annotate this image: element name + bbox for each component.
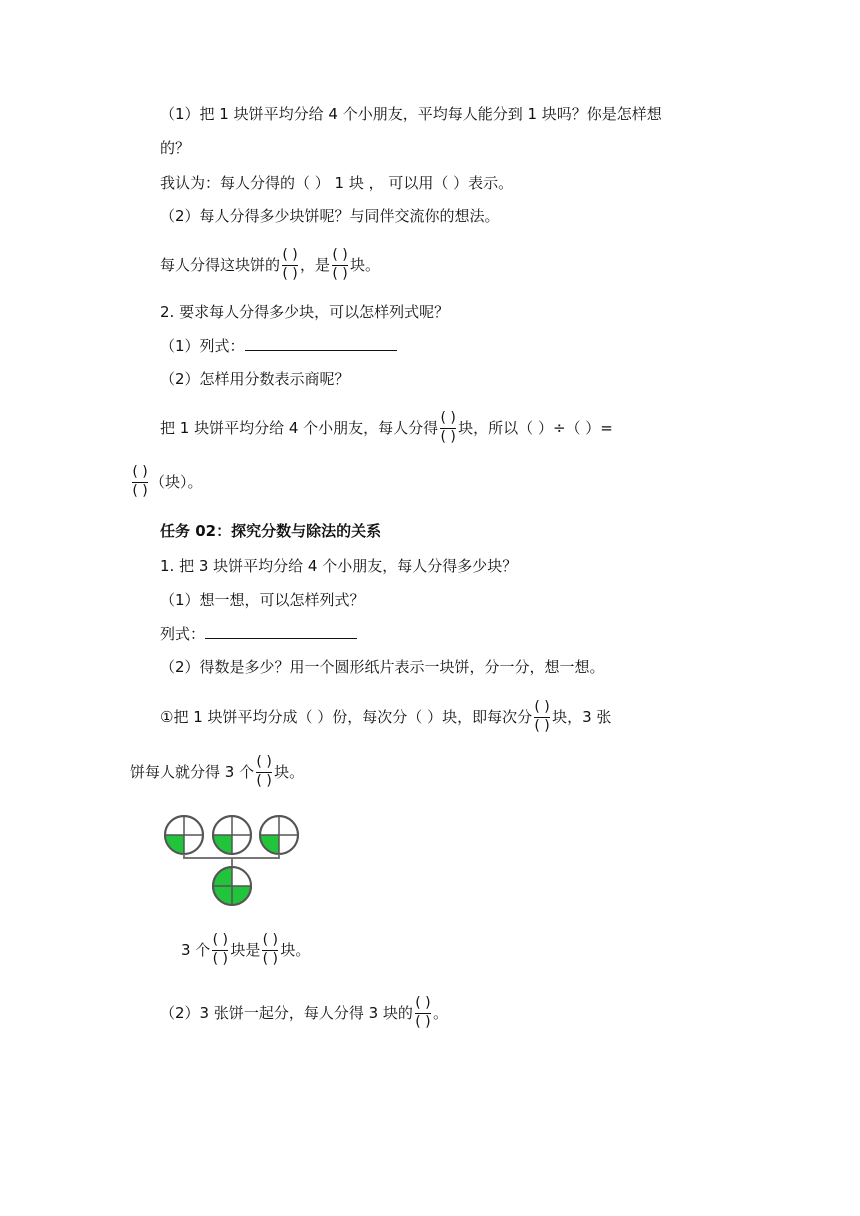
quotient-result-line: $\frac{( )}{( )}$ （块）。: [132, 464, 203, 499]
q1-text-a: （1）把 1 块饼平均分给 4 个小朋友，平均每人能分到 1 块吗？你是怎样想: [160, 105, 662, 123]
step-2-line: 3 个 $\frac{( )}{( )}$ 块是 $\frac{( )}{( )}$ 块。: [181, 932, 311, 967]
q2-text: （2）每人分得多少块饼呢？与同伴交流你的想法。: [160, 207, 500, 225]
fraction-blank[interactable]: $\frac{( )}{( )}$: [282, 247, 298, 282]
pie-2: [213, 816, 251, 854]
pie-result: [213, 867, 251, 905]
share-text-c: 块。: [350, 256, 381, 274]
answer-blank[interactable]: [245, 336, 397, 351]
task-heading: 任务 02：探究分数与除法的关系: [160, 522, 382, 540]
fraction-blank[interactable]: $\frac{( )}{( )}$: [534, 699, 550, 734]
formula-line-2: 列式：: [160, 624, 357, 644]
share-text-a: 每人分得这块饼的: [160, 256, 281, 274]
quotient-line: 把 1 块饼平均分给 4 个小朋友，每人分得 $\frac{( )}{( )}$ 块，所以（ ）÷（ ）=: [160, 410, 613, 445]
step-3-line: （2）3 张饼一起分，每人分得 3 块的 $\frac{( )}{( )}$ 。: [160, 995, 448, 1030]
fraction-blank[interactable]: $\frac{( )}{( )}$: [132, 464, 148, 499]
task-q1: 1. 把 3 块饼平均分给 4 个小朋友，每人分得多少块？: [160, 557, 518, 575]
q-2-2-text: （2）怎样用分数表示商呢？: [160, 370, 350, 388]
q-2-text: 2. 要求每人分得多少块，可以怎样列式呢？: [160, 303, 450, 321]
fraction-blank[interactable]: $\frac{( )}{( )}$: [256, 754, 272, 789]
fraction-blank[interactable]: $\frac{( )}{( )}$: [262, 932, 279, 967]
pie-1: [165, 816, 203, 854]
fraction-blank[interactable]: $\frac{( )}{( )}$: [440, 410, 456, 445]
fraction-blank[interactable]: $\frac{( )}{( )}$: [332, 247, 348, 282]
task-q1-1: （1）想一想，可以怎样列式？: [160, 591, 365, 609]
q1-text-b: 的？: [160, 139, 191, 157]
pie-3: [260, 816, 298, 854]
fraction-blank[interactable]: $\frac{( )}{( )}$: [212, 932, 228, 967]
step-1-line: ①把 1 块饼平均分成（ ）份，每次分（ ）块，即每次分 $\frac{( )}{( )}$ 块，3 张: [160, 699, 612, 734]
fraction-blank[interactable]: $\frac{( )}{( )}$: [415, 995, 431, 1030]
pie-diagram: [160, 810, 310, 910]
formula-line-1: （1）列式：: [160, 336, 397, 356]
opinion-line: 我认为：每人分得的（ ） 1 块 ， 可以用（ ）表示。: [160, 174, 514, 192]
share-line: [160, 247, 380, 284]
share-text-b: ，是: [300, 256, 331, 274]
step-1-line-b: 饼每人就分得 3 个 $\frac{( )}{( )}$ 块。: [130, 754, 305, 789]
answer-blank[interactable]: [205, 624, 357, 639]
task-q1-2: （2）得数是多少？用一个圆形纸片表示一块饼，分一分，想一想。: [160, 658, 605, 676]
pie-connector: [184, 854, 279, 866]
